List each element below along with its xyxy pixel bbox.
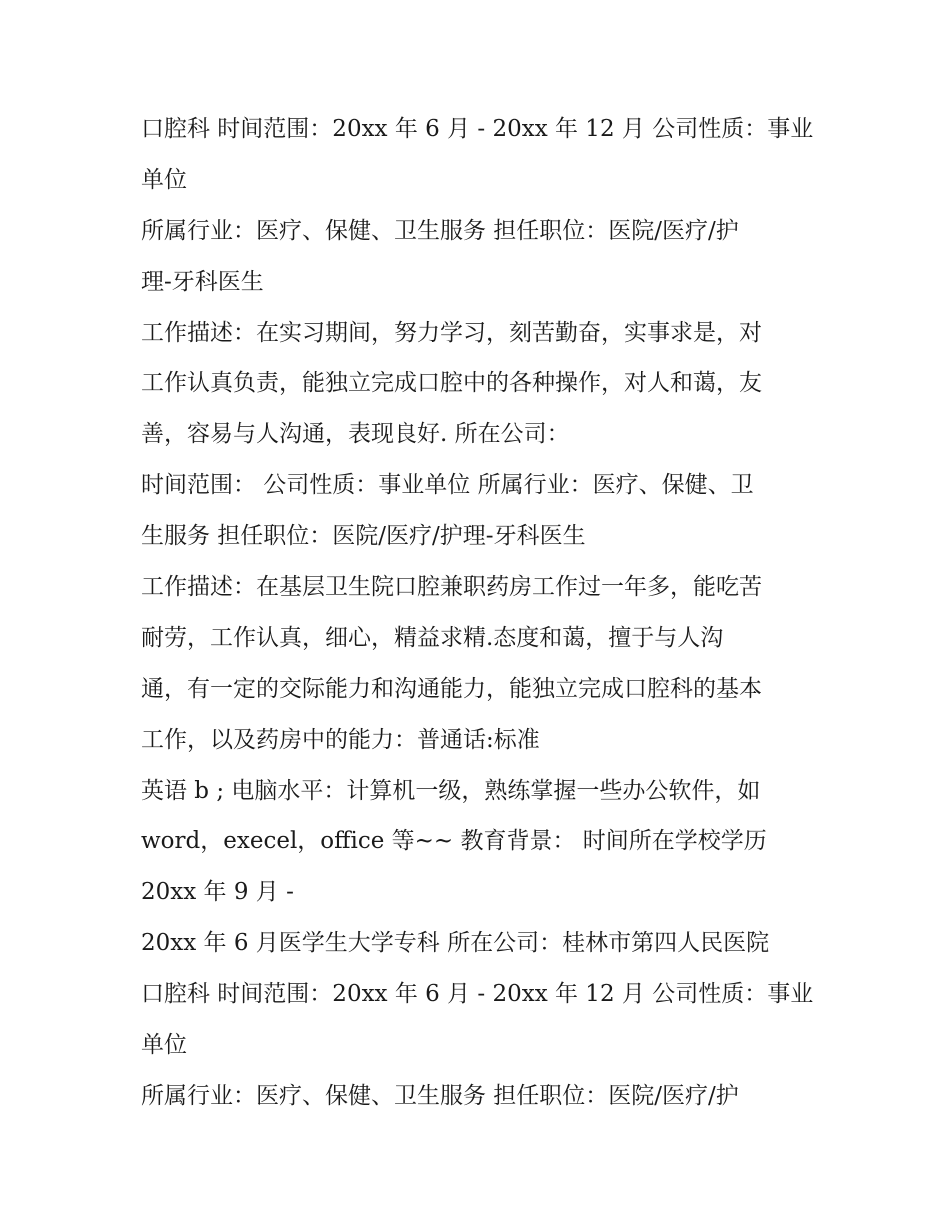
text-line: 工作，以及药房中的能力：普通话:标准	[141, 726, 540, 753]
body-text	[141, 104, 821, 1122]
text-line: 工作描述：在基层卫生院口腔兼职药房工作过一年多，能吃苦	[141, 574, 762, 601]
text-line: 单位	[141, 1032, 187, 1059]
text-line: 耐劳，工作认真，细心，精益求精.态度和蔼，擅于与人沟	[141, 624, 724, 651]
text-line: 时间范围： 公司性质：事业单位 所属行业：医疗、保健、卫	[141, 472, 754, 499]
text-line: 所属行业：医疗、保健、卫生服务 担任职位：医院/医疗/护	[141, 217, 739, 244]
text-line: 理-牙科医生	[141, 268, 264, 295]
text-line: 通，有一定的交际能力和沟通能力，能独立完成口腔科的基本	[141, 675, 762, 702]
text-line: 20xx 年 9 月 -	[141, 879, 294, 906]
text-line: 生服务 担任职位：医院/医疗/护理-牙科医生	[141, 523, 586, 550]
text-line: 工作描述：在实习期间，努力学习，刻苦勤奋，实事求是，对	[141, 319, 762, 346]
text-line: 20xx 年 6 月医学生大学专科 所在公司：桂林市第四人民医院	[141, 930, 770, 957]
text-line: 工作认真负责，能独立完成口腔中的各种操作，对人和蔼，友	[141, 370, 762, 397]
text-line: 口腔科 时间范围：20xx 年 6 月 - 20xx 年 12 月 公司性质：事业	[141, 116, 814, 142]
text-line: 单位	[141, 166, 187, 193]
text-line: 口腔科 时间范围：20xx 年 6 月 - 20xx 年 12 月 公司性质：事业	[141, 981, 814, 1008]
text-line: 所属行业：医疗、保健、卫生服务 担任职位：医院/医疗/护	[141, 1082, 739, 1109]
text-line: 善，容易与人沟通，表现良好. 所在公司：	[141, 421, 570, 448]
text-line: word，execel，office 等~~ 教育背景： 时间所在学校学历	[141, 828, 767, 855]
text-line: 英语 b ; 电脑水平：计算机一级，熟练掌握一些办公软件，如	[141, 777, 761, 804]
